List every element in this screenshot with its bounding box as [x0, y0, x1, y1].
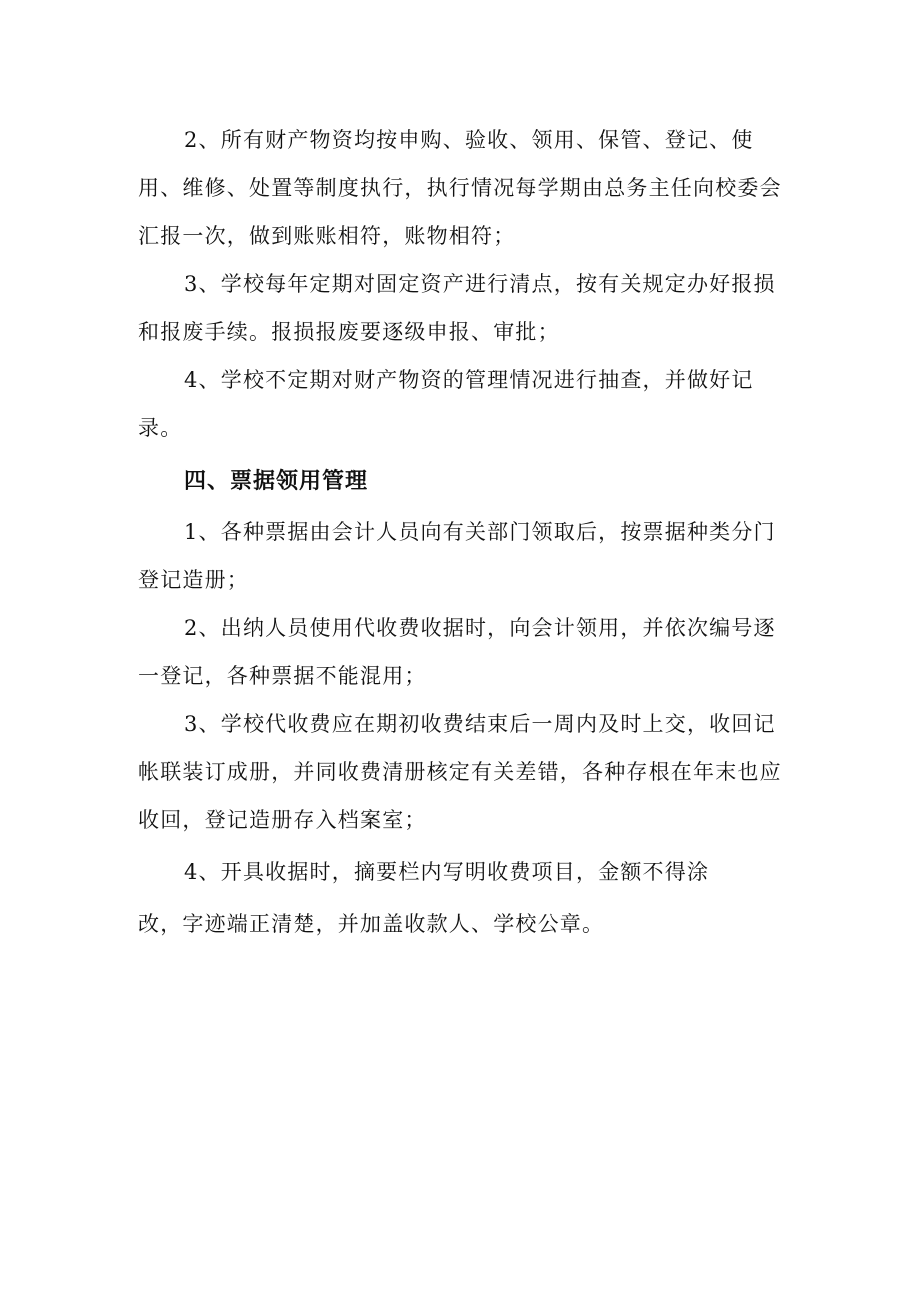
paragraph-receipt-issuing: 2、出纳人员使用代收费收据时，向会计领用，并依次编号逐一登记，各种票据不能混用；: [138, 616, 776, 688]
paragraph-receipt-registration: 1、各种票据由会计人员向有关部门领取后，按票据种类分门登记造册；: [138, 520, 776, 592]
paragraph-asset-procedures: 2、所有财产物资均按申购、验收、领用、保管、登记、使用、维修、处置等制度执行，执行情况每学期由总务主任向校委会汇报一次，做到账账相符，账物相符；: [138, 128, 782, 248]
paragraph-receipt-writing-line2: 改，字迹端正清楚，并加盖收款人、学校公章。: [138, 912, 605, 936]
paragraph-receipt-submission: 3、学校代收费应在期初收费结束后一周内及时上交，收回记帐联装订成册，并同收费清册核定有关差错，各种存根在年末也应收回，登记造册存入档案室；: [138, 712, 782, 832]
paragraph-receipt-writing-line1: 4、开具收据时，摘要栏内写明收费项目，金额不得涂: [184, 860, 710, 884]
section-heading-receipts: 四、票据领用管理: [184, 469, 369, 494]
paragraph-asset-inspection: 4、学校不定期对财产物资的管理情况进行抽查，并做好记录。: [138, 368, 754, 440]
paragraph-asset-inventory: 3、学校每年定期对固定资产进行清点，按有关规定办好报损和报废手续。报损报废要逐级申报、审批；: [138, 272, 776, 344]
